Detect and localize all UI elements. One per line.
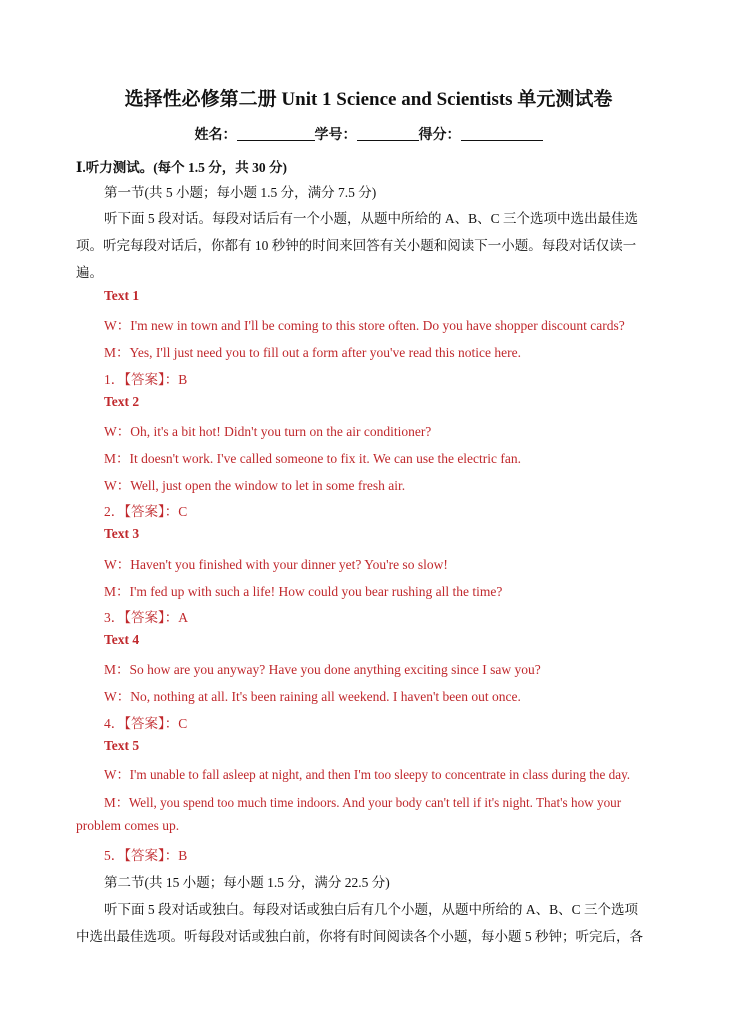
name-blank[interactable] [237, 126, 315, 141]
dialogue-line: M：Well, you spend too much time indoors. And your body can't tell if it's night. That's how your [104, 795, 622, 810]
section1-heading: Ⅰ.听力测试。(每个 1.5 分，共 30 分) [76, 160, 288, 175]
text-label: Text 1 [104, 288, 140, 303]
text-label: Text 5 [104, 738, 140, 753]
dialogue-line: W：Oh, it's a bit hot! Didn't you turn on the air conditioner? [104, 424, 432, 439]
dialogue-line: W：I'm unable to fall asleep at night, and then I'm too sleepy to concentrate in class during the day. [104, 767, 631, 782]
answer-line: 5．【答案】：B [104, 848, 188, 863]
part1-heading: 第一节(共 5 小题；每小题 1.5 分，满分 7.5 分) [104, 185, 377, 200]
answer-line: 2．【答案】：C [104, 504, 188, 519]
dialogue-line: M：So how are you anyway? Have you done anything exciting since I saw you? [104, 662, 541, 677]
score-label: 得分： [418, 128, 461, 143]
part1-instruction-line: 项。听完每段对话后，你都有 10 秒钟的时间来回答有关小题和阅读下一小题。每段对话仅读一 [76, 238, 637, 253]
part1-instruction-line: 遍。 [76, 265, 103, 280]
answer-line: 4．【答案】：C [104, 716, 188, 731]
part2-instruction-line: 听下面 5 段对话或独白。每段对话或独白后有几个小题，从题中所给的 A、B、C 三个选项 [104, 902, 639, 917]
part2-heading: 第二节(共 15 小题；每小题 1.5 分，满分 22.5 分) [104, 875, 390, 890]
id-label: 学号： [314, 128, 357, 143]
dialogue-line: problem comes up. [76, 818, 180, 833]
id-blank[interactable] [357, 126, 419, 141]
dialogue-line: W：No, nothing at all. It's been raining all weekend. I haven't been out once. [104, 689, 521, 704]
text-label: Text 4 [104, 632, 140, 647]
part2-instruction-line: 中选出最佳选项。听每段对话或独白前，你将有时间阅读各个小题，每小题 5 秒钟；听完后，各 [76, 929, 643, 944]
dialogue-line: W：I'm new in town and I'll be coming to this store often. Do you have shopper discount cards? [104, 318, 625, 333]
dialogue-line: W：Haven't you finished with your dinner yet? You're so slow! [104, 557, 448, 572]
dialogue-line: M：Yes, I'll just need you to fill out a form after you've read this notice here. [104, 345, 522, 360]
text-label: Text 3 [104, 526, 140, 541]
document-title: 选择性必修第二册 Unit 1 Science and Scientists 单元测试卷 [124, 89, 613, 110]
answer-line: 3．【答案】：A [104, 610, 188, 625]
part1-instruction-line: 听下面 5 段对话。每段对话后有一个小题，从题中所给的 A、B、C 三个选项中选出最佳选 [104, 211, 639, 226]
dialogue-line: W：Well, just open the window to let in some fresh air. [104, 478, 406, 493]
student-info-line [0, 124, 737, 144]
name-label: 姓名： [194, 128, 237, 143]
dialogue-line: M：I'm fed up with such a life! How could you bear rushing all the time? [104, 584, 503, 599]
text-label: Text 2 [104, 394, 140, 409]
dialogue-line: M：It doesn't work. I've called someone to fix it. We can use the electric fan. [104, 451, 522, 466]
answer-line: 1．【答案】：B [104, 372, 188, 387]
score-blank[interactable] [461, 126, 543, 141]
